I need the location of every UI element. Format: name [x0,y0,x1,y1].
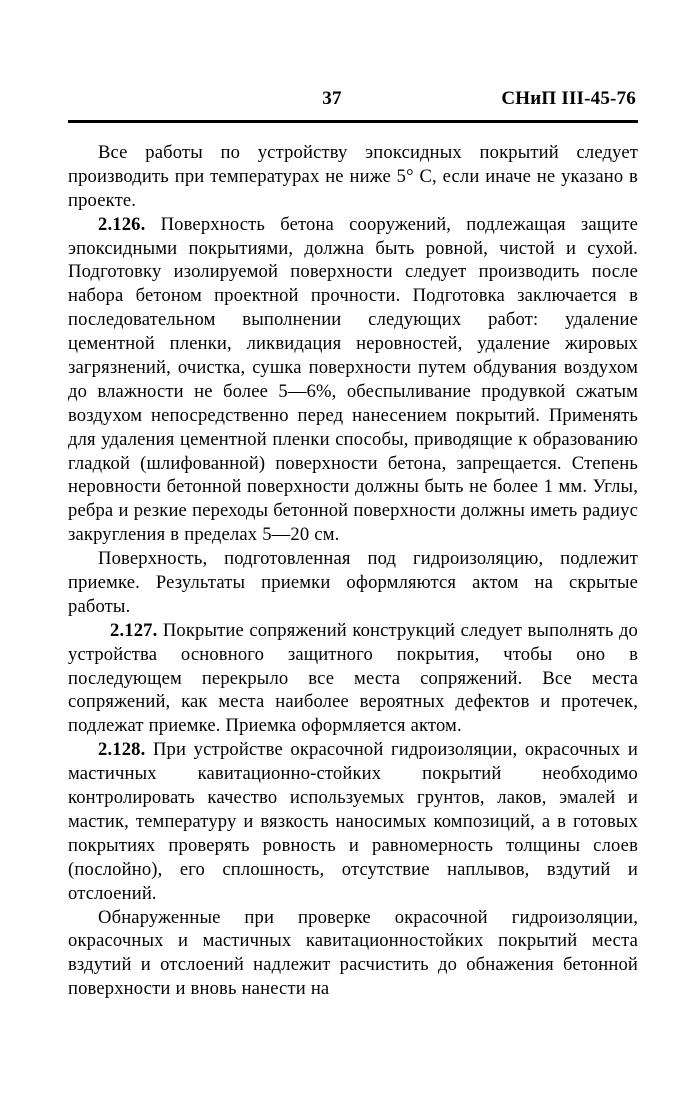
document-code: СНиП III-45-76 [501,88,636,109]
header-rule [68,120,638,123]
paragraph-defects [68,906,638,1002]
clause-number: 2.126. [98,213,146,235]
paragraph-2-128 [68,738,638,905]
page-header [68,88,638,114]
paragraph-text: Обнаруженные при проверке окрасочной гидроизоляции, окрасочных и мастичных кавитационностойких покрытий места вздутий и отслоений надлежит расчистить до обнажения бетонной поверхности и вновь нанести на [68,906,638,1000]
paragraph-2-127 [68,619,638,738]
paragraph-text: Все работы по устройству эпоксидных покрытий следует производить при температурах не ниже 5° С, если иначе не указано в проекте. [68,142,638,211]
page-number: 37 [322,88,342,109]
paragraph-text: При устройстве окрасочной гидроизоляции, окрасочных и мастичных кавитационно-стойких покрытий необходимо контролировать качество используемых грунтов, лаков, эмалей и мастик, температуру и вязкость наносимых композиций, а в готовых покрытиях проверять ровность и равномерность толщины слоев (послойно), его сплошность, отсутствие наплывов, вздутий и отслоений. [68,739,639,904]
page-body [68,141,638,1001]
paragraph-2-126 [68,213,638,547]
paragraph-text: Поверхность, подготовленная под гидроизоляцию, подлежит приемке. Результаты приемки оформляются актом на скрытые работы. [68,548,638,617]
paragraph-intro [68,141,638,213]
paragraph-acceptance [68,547,638,619]
clause-number: 2.128. [98,739,146,761]
clause-number: 2.127. [110,619,158,641]
paragraph-text: Поверхность бетона сооружений, подлежащая защите эпоксидными покрытиями, должна быть ровной, чистой и сухой. Подготовку изолируемой поверхности следует производить после набора бетоном проектной прочности. Подготовка заключается в последовательном выполнении следующих работ: удаление цементной пленки, ликвидация неровностей, удаление жировых загрязнений, очистка, сушка поверхности путем обдувания воздухом до влажности не более 5—6%, обеспыливание продувкой сжатым воздухом непосредственно перед нанесением покрытий. Применять для удаления цементной пленки способы, приводящие к образованию гладкой (шлифованной) поверхности бетона, запрещается. Степень неровности бетонной поверхности должны быть не более 1 мм. Углы, ребра и резкие переходы бетонной поверхности должны иметь радиус закругления в пределах 5—20 см. [68,213,639,546]
paragraph-text: Покрытие сопряжений конструкций следует выполнять до устройства основного защитного покрытия, чтобы оно в последующем перекрыло все места сопряжений. Все места сопряжений, как места наиболее вероятных дефектов и протечек, подлежат приемке. Приемка оформляется актом. [68,619,639,737]
